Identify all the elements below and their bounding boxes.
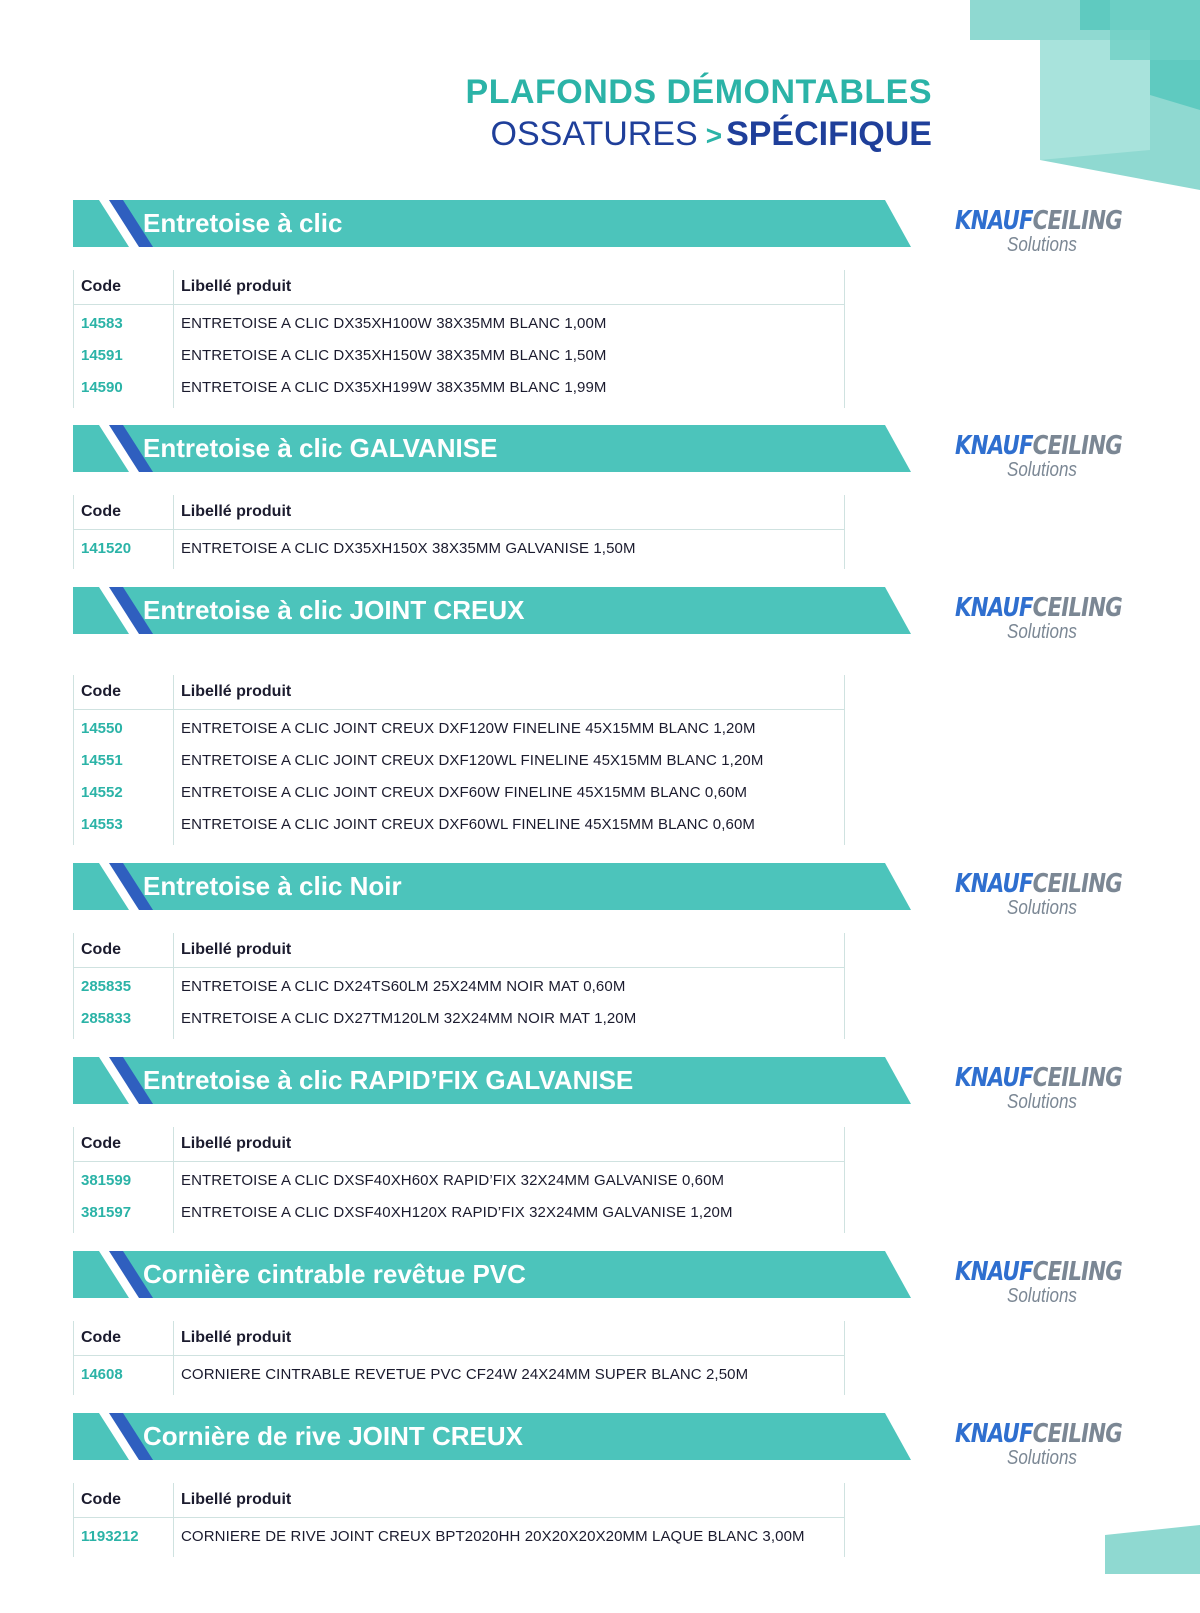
product-code: 285833 <box>81 1010 132 1027</box>
product-code: 285835 <box>81 978 132 995</box>
product-section <box>0 587 1200 833</box>
logo-solutions: Solutions <box>1007 459 1077 481</box>
section-title: Entretoise à clic GALVANISE <box>143 433 498 463</box>
knauf-ceiling-logo <box>955 1419 1122 1475</box>
table-row <box>73 1197 845 1229</box>
product-code: 14608 <box>81 1366 123 1383</box>
section-banner <box>73 587 913 635</box>
logo-solutions: Solutions <box>1007 621 1077 643</box>
table-header-divider <box>73 304 845 305</box>
subtitle-arrow: > <box>705 120 723 151</box>
table-row <box>73 777 845 809</box>
product-section <box>0 200 1200 400</box>
product-code: 14553 <box>81 816 123 833</box>
column-header-code: Code <box>81 1135 121 1152</box>
column-header-libelle: Libellé produit <box>181 941 292 958</box>
table-row <box>73 533 845 565</box>
product-label: ENTRETOISE A CLIC JOINT CREUX DXF120WL FINELINE 45X15MM BLANC 1,20M <box>181 752 764 769</box>
column-header-libelle: Libellé produit <box>181 1135 292 1152</box>
product-label: ENTRETOISE A CLIC DX27TM120LM 32X24MM NOIR MAT 1,20M <box>181 1010 637 1027</box>
product-code: 14550 <box>81 720 123 737</box>
table-header-divider <box>73 709 845 710</box>
section-banner <box>73 1251 913 1299</box>
product-section <box>0 863 1200 1063</box>
knauf-ceiling-logo <box>955 869 1122 925</box>
product-table <box>73 1127 845 1233</box>
section-banner <box>73 1057 913 1105</box>
logo-ceiling: CEILING <box>1032 593 1122 623</box>
section-banner <box>73 425 913 473</box>
column-header-libelle: Libellé produit <box>181 1491 292 1508</box>
section-banner <box>73 863 913 911</box>
product-table <box>73 1483 845 1557</box>
product-code: 14590 <box>81 379 123 396</box>
column-header-libelle: Libellé produit <box>181 503 292 520</box>
product-code: 14583 <box>81 315 123 332</box>
product-table <box>73 675 845 845</box>
section-title: Cornière de rive JOINT CREUX <box>143 1421 523 1451</box>
table-row <box>73 713 845 745</box>
logo-ceiling: CEILING <box>1032 1063 1122 1093</box>
table-row <box>73 1003 845 1035</box>
table-row <box>73 745 845 777</box>
product-label: ENTRETOISE A CLIC DX24TS60LM 25X24MM NOIR MAT 0,60M <box>181 978 626 995</box>
subtitle-category: OSSATURES <box>490 115 698 153</box>
knauf-ceiling-logo <box>955 1257 1122 1313</box>
logo-ceiling: CEILING <box>1032 869 1122 899</box>
page-header <box>466 70 932 156</box>
product-code: 14552 <box>81 784 123 801</box>
section-title: Entretoise à clic <box>143 208 343 238</box>
logo-solutions: Solutions <box>1007 1285 1077 1307</box>
product-section <box>0 1413 1200 1613</box>
table-header-divider <box>73 1517 845 1518</box>
section-title: Entretoise à clic Noir <box>143 871 402 901</box>
product-code: 381599 <box>81 1172 132 1189</box>
column-header-code: Code <box>81 1329 121 1346</box>
corner-decoration-top <box>960 0 1200 190</box>
logo-knauf: KNAUF <box>955 206 1033 236</box>
product-label: ENTRETOISE A CLIC JOINT CREUX DXF60W FINELINE 45X15MM BLANC 0,60M <box>181 784 748 801</box>
logo-ceiling: CEILING <box>1032 1419 1122 1449</box>
logo-wordmark <box>955 1257 1122 1287</box>
page-title: PLAFONDS DÉMONTABLES <box>465 73 932 111</box>
column-header-libelle: Libellé produit <box>181 1329 292 1346</box>
product-table <box>73 933 845 1039</box>
product-label: ENTRETOISE A CLIC DX35XH150X 38X35MM GALVANISE 1,50M <box>181 540 636 557</box>
logo-wordmark <box>955 593 1122 623</box>
logo-solutions: Solutions <box>1007 897 1077 919</box>
product-code: 14551 <box>81 752 123 769</box>
product-table <box>73 270 845 408</box>
product-label: ENTRETOISE A CLIC JOINT CREUX DXF60WL FINELINE 45X15MM BLANC 0,60M <box>181 816 755 833</box>
product-code: 381597 <box>81 1204 132 1221</box>
subtitle-subcategory: SPÉCIFIQUE <box>726 115 932 153</box>
table-header-divider <box>73 1355 845 1356</box>
logo-ceiling: CEILING <box>1032 206 1122 236</box>
product-label: ENTRETOISE A CLIC DX35XH150W 38X35MM BLANC 1,50M <box>181 347 607 364</box>
table-row <box>73 372 845 404</box>
section-banner <box>73 200 913 248</box>
product-label: CORNIERE CINTRABLE REVETUE PVC CF24W 24X24MM SUPER BLANC 2,50M <box>181 1366 749 1383</box>
product-label: ENTRETOISE A CLIC DXSF40XH60X RAPID’FIX 32X24MM GALVANISE 0,60M <box>181 1172 725 1189</box>
page-subtitle <box>466 114 932 156</box>
product-label: ENTRETOISE A CLIC DX35XH199W 38X35MM BLANC 1,99M <box>181 379 607 396</box>
table-row <box>73 809 845 841</box>
product-label: CORNIERE DE RIVE JOINT CREUX BPT2020HH 20X20X20X20MM LAQUE BLANC 3,00M <box>181 1528 805 1545</box>
logo-ceiling: CEILING <box>1032 431 1122 461</box>
logo-knauf: KNAUF <box>955 431 1033 461</box>
column-header-code: Code <box>81 683 121 700</box>
logo-knauf: KNAUF <box>955 1063 1033 1093</box>
logo-solutions: Solutions <box>1007 234 1077 256</box>
logo-ceiling: CEILING <box>1032 1257 1122 1287</box>
column-header-libelle: Libellé produit <box>181 683 292 700</box>
logo-wordmark <box>955 1419 1122 1449</box>
knauf-ceiling-logo <box>955 431 1122 487</box>
product-table <box>73 1321 845 1395</box>
table-row <box>73 308 845 340</box>
table-header-divider <box>73 967 845 968</box>
table-row <box>73 971 845 1003</box>
table-header-divider <box>73 1161 845 1162</box>
product-code: 1193212 <box>81 1528 139 1545</box>
table-header-divider <box>73 529 845 530</box>
logo-wordmark <box>955 869 1122 899</box>
product-code: 14591 <box>81 347 123 364</box>
column-header-code: Code <box>81 1491 121 1508</box>
section-title: Cornière cintrable revêtue PVC <box>143 1259 526 1289</box>
logo-solutions: Solutions <box>1007 1091 1077 1113</box>
section-banner <box>73 1413 913 1461</box>
column-header-libelle: Libellé produit <box>181 278 292 295</box>
knauf-ceiling-logo <box>955 206 1122 262</box>
product-code: 141520 <box>81 540 132 557</box>
section-title: Entretoise à clic JOINT CREUX <box>143 595 525 625</box>
logo-knauf: KNAUF <box>955 1257 1033 1287</box>
table-row <box>73 1165 845 1197</box>
logo-knauf: KNAUF <box>955 869 1033 899</box>
product-section <box>0 1057 1200 1257</box>
logo-wordmark <box>955 206 1122 236</box>
column-header-code: Code <box>81 503 121 520</box>
logo-wordmark <box>955 1063 1122 1093</box>
knauf-ceiling-logo <box>955 593 1122 649</box>
logo-knauf: KNAUF <box>955 1419 1033 1449</box>
product-table <box>73 495 845 569</box>
column-header-code: Code <box>81 278 121 295</box>
section-title: Entretoise à clic RAPID’FIX GALVANISE <box>143 1065 634 1095</box>
product-label: ENTRETOISE A CLIC DXSF40XH120X RAPID’FIX 32X24MM GALVANISE 1,20M <box>181 1204 733 1221</box>
knauf-ceiling-logo <box>955 1063 1122 1119</box>
table-row <box>73 1359 845 1391</box>
table-row <box>73 1521 845 1553</box>
column-header-code: Code <box>81 941 121 958</box>
logo-wordmark <box>955 431 1122 461</box>
logo-knauf: KNAUF <box>955 593 1033 623</box>
logo-solutions: Solutions <box>1007 1447 1077 1469</box>
product-label: ENTRETOISE A CLIC JOINT CREUX DXF120W FINELINE 45X15MM BLANC 1,20M <box>181 720 756 737</box>
product-label: ENTRETOISE A CLIC DX35XH100W 38X35MM BLANC 1,00M <box>181 315 607 332</box>
table-row <box>73 340 845 372</box>
